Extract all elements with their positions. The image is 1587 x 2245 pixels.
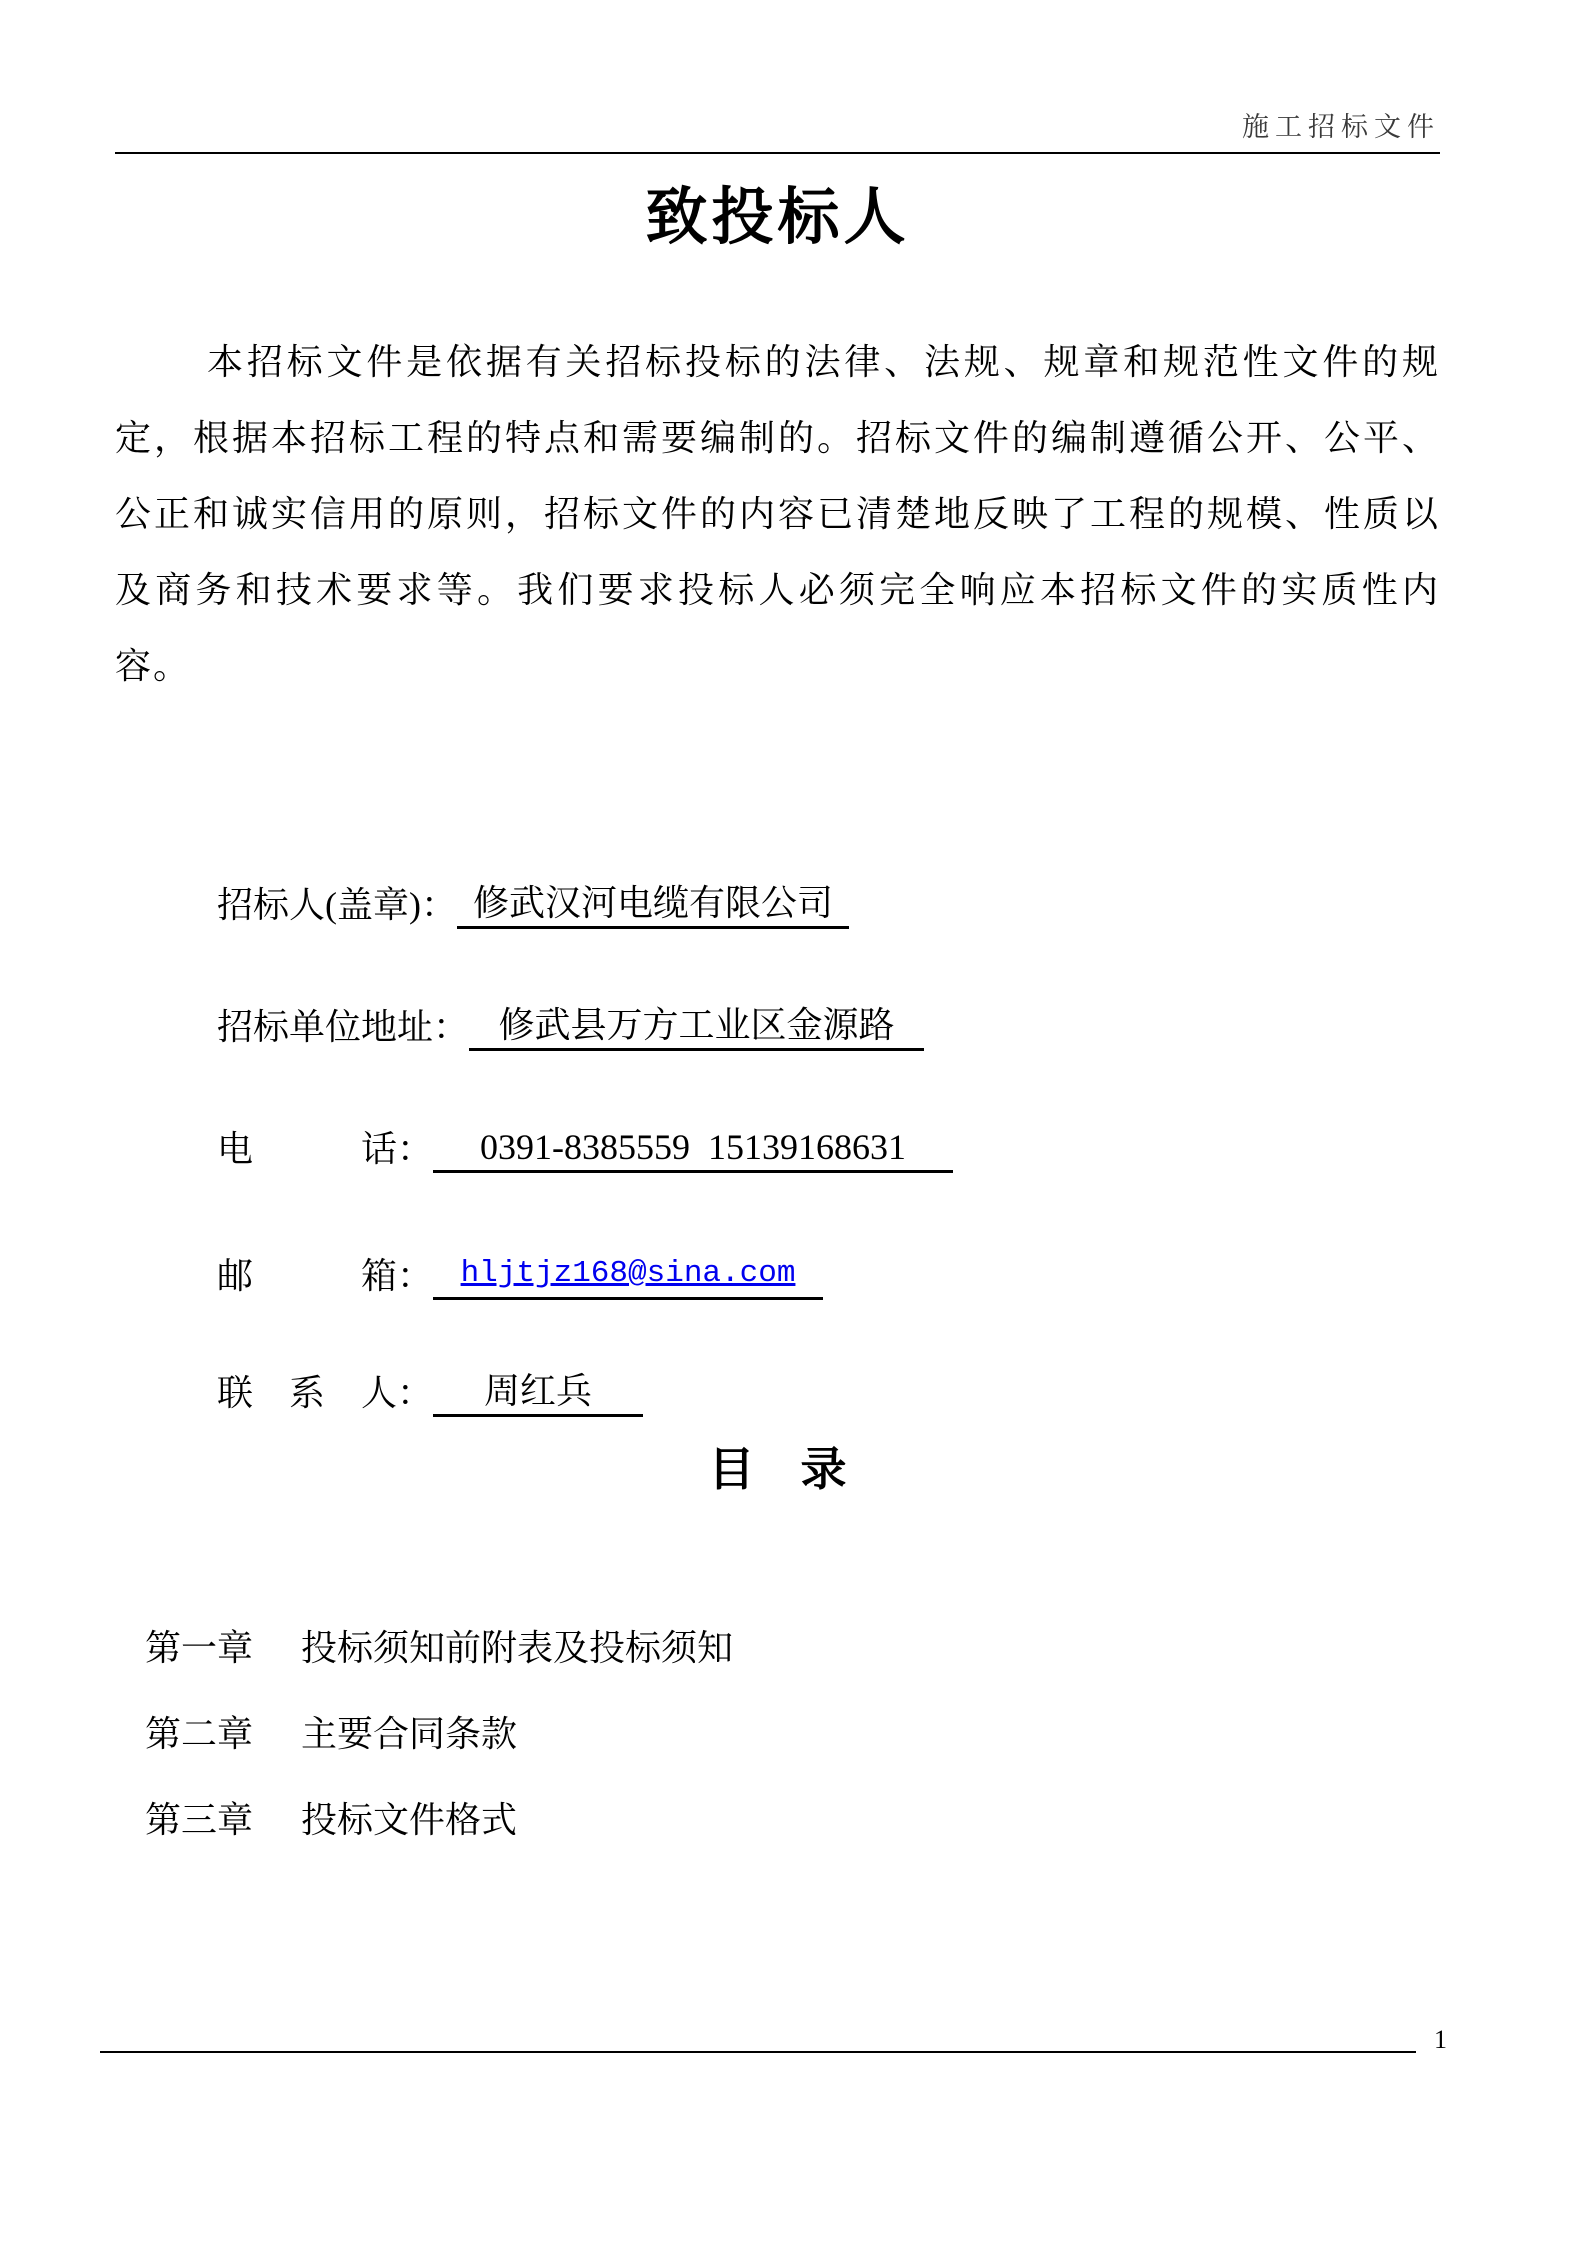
page-header (115, 108, 1440, 154)
field-row-email (145, 1198, 1440, 1296)
email-value (433, 1246, 823, 1300)
phone-value: 0391-8385559 15139168631 (433, 1124, 953, 1173)
page-title: 致投标人 (645, 183, 910, 252)
address-value: 修武县万方工业区金源路 (469, 1002, 924, 1051)
page-footer (100, 2027, 1447, 2053)
tender-info-fields (115, 832, 1440, 1413)
toc-heading: 目 录 (708, 1443, 847, 1495)
toc-chapter-number: 第一章 (145, 1628, 254, 1668)
address-label: 招标单位地址： (217, 1007, 470, 1047)
footer-rule (100, 2051, 1416, 2053)
toc-chapter-number: 第二章 (145, 1714, 254, 1754)
field-row-phone (145, 1076, 1440, 1169)
toc-chapter-title: 投标文件格式 (301, 1800, 518, 1840)
phone-label: 电 话： (217, 1129, 434, 1169)
field-row-address (145, 954, 1440, 1047)
intro-paragraph: 本招标文件是依据有关招标投标的法律、法规、规章和规范性文件的规定，根据本招标工程的特点和需要编制的。招标文件的编制遵循公开、公平、公正和诚实信用的原则，招标文件的内容已清楚地反映了工程的规模、性质以及商务和技术要求等。我们要求投标人必须完全响应本招标文件的实质性内容。 (115, 342, 1440, 686)
bidder-value: 修武汉河电缆有限公司 (457, 880, 849, 929)
bidder-label: 招标人(盖章)： (217, 885, 457, 925)
toc-chapter-number: 第三章 (145, 1800, 254, 1840)
header-doc-type: 施工招标文件 (1242, 112, 1440, 142)
toc-item-chapter1 (145, 1624, 1440, 1672)
toc-list (115, 1624, 1440, 1844)
email-label: 邮 箱： (217, 1256, 434, 1296)
field-row-bidder (145, 832, 1440, 925)
field-row-contact (145, 1320, 1440, 1413)
contact-value: 周红兵 (433, 1368, 643, 1417)
toc-item-chapter3 (145, 1796, 1440, 1844)
toc-item-chapter2 (145, 1710, 1440, 1758)
contact-label: 联 系 人： (217, 1373, 434, 1413)
toc-chapter-title: 投标须知前附表及投标须知 (301, 1628, 734, 1668)
page-number: 1 (1434, 2025, 1447, 2054)
email-link[interactable]: hljtjz168@sina.com (460, 1256, 796, 1291)
toc-chapter-title: 主要合同条款 (301, 1714, 518, 1754)
